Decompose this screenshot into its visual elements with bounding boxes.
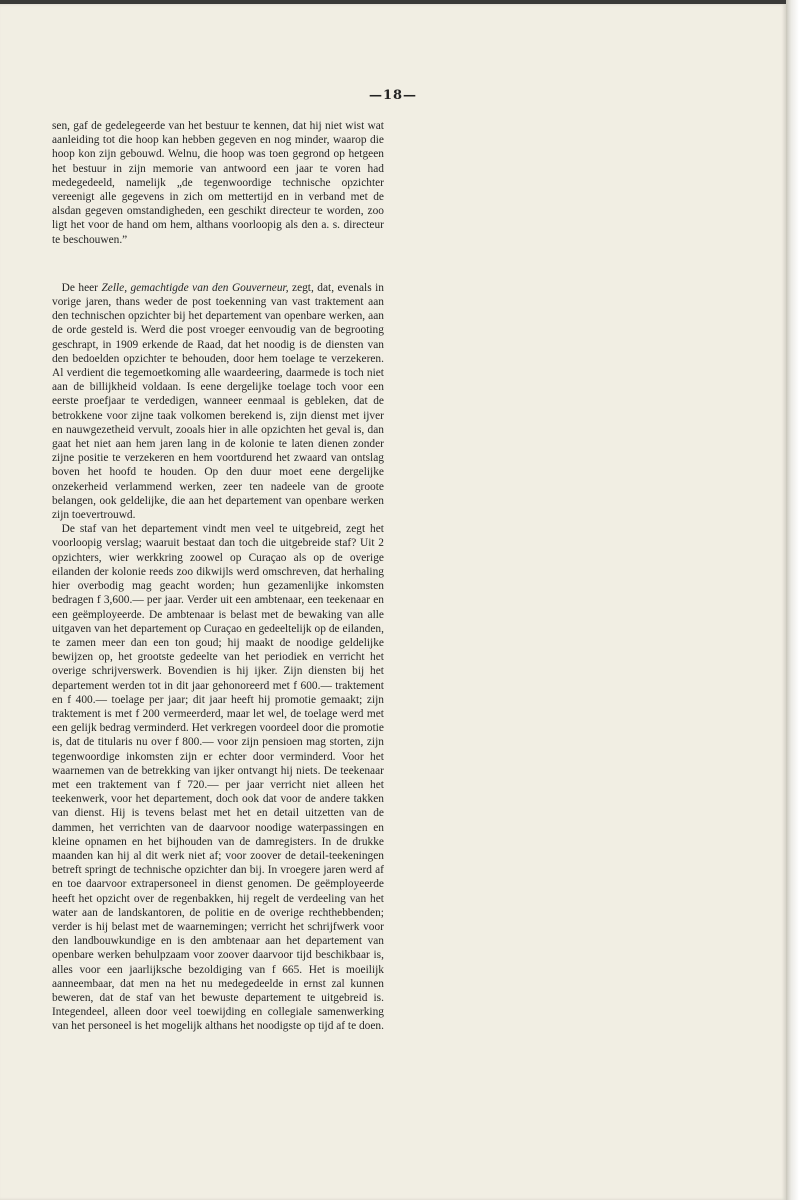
paragraph-continuation [52,118,384,246]
paragraph-2-lead: De heer [61,279,102,294]
paragraph-2-text: zegt, dat, evenals in vorige jaren, thans weder de post toekenning van vast traktement aan den technischen opzichter bij het departement van openbare werken, aan de orde gesteld is. Werd die post vroeger eenvoudig van de begrooting geschrapt, in 1909 erkende de Raad, dat het noodig is de diensten van den bedoelden opzichter te behouden, door hem toelage te verzekeren. Al verdient die tegemoetkoming alle waardeering, daarmede is toch niet aan de billijkheid voldaan. Is eene dergelijke toelage toch voor een eerste proefjaar te verdedigen, wanneer eenmaal is gebleken, dat de betrokkene voor zijne taak volkomen berekend is, zijn dienst met ijver en nauwgezetheid vervult, zooals hier in alle opzichten het geval is, dan gaat het niet aan hem jaren lang in de kolonie te laten dienen zonder zijne positie te verzekeren en hem voortdurend het zwaard van ontslag boven het hoofd te houden. Op den duur moet eene dergelijke onzekerheid verlammend werken, zeer ten nadeele van de groote belangen, ook geldelijke, die aan het departement van openbare werken zijn toevertrouwd. [52,279,384,522]
speaker-name: Zelle, gemachtigde van den Gouverneur, [101,279,289,294]
paragraph-zelle-statement [52,280,384,521]
page-number: —18— [368,88,418,103]
page-edge [786,0,799,1200]
body-text [52,118,384,1033]
paragraph-3-text: De staf van het departement vindt men veel te uitgebreid, zegt het voorloopig verslag; waaruit bestaat dan toch die uitgebreide staf? Uit 2 opzichters, wier werkkring zoowel op Curaçao als op de overige eilanden der kolonie reeds zoo dikwijls werd omschreven, dat herhaling hier overbodig mag geacht worden; hun gezamenlijke inkomsten bedragen f 3,600.— per jaar. Verder uit een ambtenaar, een teekenaar en een geëmployeerde. De ambtenaar is belast met de bewaking van alle uitgaven van het departement op Curaçao en gedeeltelijk op de eilanden, te zamen meer dan een ton goud; hij maakt de noodige geldelijke bewijzen op, het grootste gedeelte van het periodiek en verricht het overige schrijverswerk. Bovendien is hij ijker. Zijn diensten bij het departement werden tot in dit jaar gehonoreerd met f 600.— traktement en f 400.— toelage per jaar; dit jaar heeft hij promotie gemaakt; zijn traktement is met f 200 vermeerderd, maar let wel, de toelage werd met een gelijk bedrag verminderd. Het verkregen voordeel door die promotie is, dat de titularis nu over f 800.— voor zijn pensioen mag storten, zijn tegenwoordige inkomsten zijn er echter door verminderd. Voor het waarnemen van de betrekking van ijker ontvangt hij niets. De teekenaar met een traktement van f 720.— per jaar verricht niet alleen het teekenwerk, voor het departement, doch ook dat voor de andere takken van dienst. Hij is tevens belast met het en detail uitzetten van de dammen, het verrichten van de daarvoor noodige waterpassingen en kleine opnamen en het bijhouden van de damregisters. In de drukke maanden kan hij al dit werk niet af; voor zoover de detail-teekeningen betreft springt de technische opzichter dan bij. In vroegere jaren werd af en toe daarvoor extrapersoneel in dienst genomen. De geëmployeerde heeft het opzicht over de regenbakken, hij regelt de verdeeling van het water aan de landskantoren, de politie en de overige rechthebbenden; verder is hij belast met de waarnemingen; verricht het schrijfwerk voor den landbouwkundige en is den ambtenaar aan het departement van openbare werken behulpzaam voor zoover daarvoor tijd beschikbaar is, alles voor een jaarlijksche bezoldiging van f 665. Het is moeilijk aanneembaar, dat men na het nu medegedeelde in ernst zal kunnen beweren, dat de staf van het bewuste departement te uitgebreid is. Integendeel, alleen door veel toewijding en collegiale samenwerking van het personeel is het mogelijk althans het noodigste op tijd af te doen. [52,521,384,1033]
paragraph-staff [52,521,384,1032]
document-page [0,4,786,1200]
paragraph-1-text: sen, gaf de gedelegeerde van het bestuur te kennen, dat hij niet wist wat aanleiding tot die hoop kan hebben gegeven en nog minder, waarop die hoop kon zijn gebouwd. Welnu, die hoop was toen gegrond op hetgeen het bestuur in zijn memorie van antwoord een jaar te voren had medegedeeld, namelijk „de tegenwoordige technische opzichter vereenigt alle gegevens in zich om mettertijd en in verband met de alsdan gegeven omstandigheden, een geschikt directeur te worden, zoo ligt het voor de hand om hem, althans voorloopig als den a. s. directeur te beschouwen.” [52,118,384,246]
